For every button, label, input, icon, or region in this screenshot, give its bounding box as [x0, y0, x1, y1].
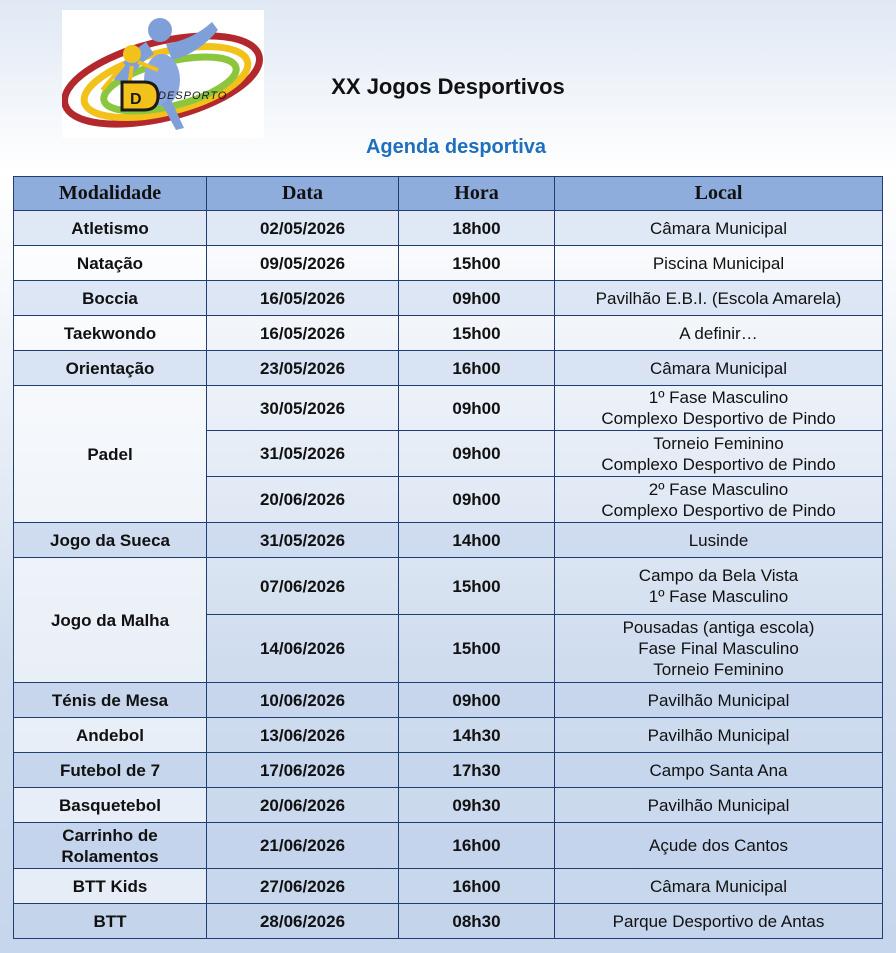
modalidade-cell: Natação — [14, 246, 207, 281]
table-row — [14, 683, 883, 718]
local-line: Pavilhão Municipal — [647, 690, 790, 710]
data-cell: 10/06/2026 — [207, 683, 399, 718]
local-cell — [555, 523, 883, 558]
local-cell — [555, 386, 883, 431]
local-line: Campo Santa Ana — [649, 760, 788, 780]
table-row — [14, 558, 883, 615]
local-cell — [555, 351, 883, 386]
table-row — [14, 281, 883, 316]
table-row — [14, 316, 883, 351]
table-header-row — [14, 177, 883, 211]
modalidade-cell: Ténis de Mesa — [14, 683, 207, 718]
table-row — [14, 523, 883, 558]
table-row — [14, 718, 883, 753]
local-cell — [555, 753, 883, 788]
data-cell: 21/06/2026 — [207, 823, 399, 869]
header-local: Local — [555, 177, 883, 211]
table-row — [14, 211, 883, 246]
local-cell — [555, 823, 883, 869]
data-cell: 23/05/2026 — [207, 351, 399, 386]
modalidade-cell: Futebol de 7 — [14, 753, 207, 788]
local-cell — [555, 281, 883, 316]
table-row — [14, 386, 883, 431]
hora-cell: 09h00 — [399, 431, 555, 477]
local-cell — [555, 718, 883, 753]
svg-text:D: D — [130, 91, 142, 108]
data-cell: 07/06/2026 — [207, 558, 399, 615]
modalidade-cell: Jogo da Malha — [14, 558, 207, 683]
data-cell: 30/05/2026 — [207, 386, 399, 431]
local-line: 1º Fase Masculino — [648, 587, 789, 606]
logo-text: DESPORTO — [158, 90, 228, 102]
header-modalidade: Modalidade — [14, 177, 207, 211]
data-cell: 16/05/2026 — [207, 281, 399, 316]
local-line: Complexo Desportivo de Pindo — [601, 409, 836, 428]
hora-cell: 16h00 — [399, 351, 555, 386]
local-cell — [555, 246, 883, 281]
modalidade-cell: Padel — [14, 386, 207, 523]
hora-cell: 17h30 — [399, 753, 555, 788]
local-line: Torneio Feminino — [653, 660, 784, 679]
local-line: A definir… — [679, 323, 758, 343]
desporto-logo — [62, 10, 264, 138]
table-row — [14, 788, 883, 823]
modalidade-cell: Atletismo — [14, 211, 207, 246]
data-cell: 16/05/2026 — [207, 316, 399, 351]
local-cell — [555, 869, 883, 904]
data-cell: 28/06/2026 — [207, 904, 399, 939]
local-line: Piscina Municipal — [652, 253, 785, 273]
data-cell: 14/06/2026 — [207, 615, 399, 683]
hora-cell: 15h00 — [399, 316, 555, 351]
header-hora: Hora — [399, 177, 555, 211]
modalidade-cell: Carrinho de Rolamentos — [14, 823, 207, 869]
local-line: Lusinde — [688, 530, 749, 550]
modalidade-cell: Orientação — [14, 351, 207, 386]
hora-cell: 09h00 — [399, 477, 555, 523]
local-cell — [555, 683, 883, 718]
hora-cell: 14h30 — [399, 718, 555, 753]
local-line: Complexo Desportivo de Pindo — [601, 500, 836, 520]
local-line: Câmara Municipal — [650, 358, 787, 378]
table-row — [14, 351, 883, 386]
data-cell: 09/05/2026 — [207, 246, 399, 281]
data-cell: 13/06/2026 — [207, 718, 399, 753]
local-line: Pavilhão Municipal — [647, 795, 790, 815]
data-cell: 02/05/2026 — [207, 211, 399, 246]
page-subtitle: Agenda desportiva — [365, 136, 547, 158]
table-row — [14, 869, 883, 904]
local-line: Câmara Municipal — [650, 876, 787, 896]
local-line: Complexo Desportivo de Pindo — [601, 454, 836, 474]
local-line: Açude dos Cantos — [649, 836, 788, 855]
hora-cell: 15h00 — [399, 246, 555, 281]
table-row — [14, 823, 883, 869]
hora-cell: 09h00 — [399, 386, 555, 431]
local-cell — [555, 558, 883, 615]
modalidade-cell: Basquetebol — [14, 788, 207, 823]
data-cell: 31/05/2026 — [207, 523, 399, 558]
header-data: Data — [207, 177, 399, 211]
local-cell — [555, 316, 883, 351]
local-cell — [555, 788, 883, 823]
modalidade-cell: Andebol — [14, 718, 207, 753]
data-cell: 20/06/2026 — [207, 788, 399, 823]
table-row — [14, 246, 883, 281]
table-row — [14, 753, 883, 788]
hora-cell: 18h00 — [399, 211, 555, 246]
local-line: Parque Desportivo de Antas — [612, 911, 825, 931]
modalidade-cell: BTT — [14, 904, 207, 939]
local-line: Pousadas (antiga escola) — [622, 618, 815, 637]
data-cell: 31/05/2026 — [207, 431, 399, 477]
hora-cell: 16h00 — [399, 869, 555, 904]
hora-cell: 09h00 — [399, 683, 555, 718]
local-line: Pavilhão E.B.I. (Escola Amarela) — [595, 288, 842, 308]
modalidade-cell: Boccia — [14, 281, 207, 316]
local-cell — [555, 477, 883, 523]
hora-cell: 08h30 — [399, 904, 555, 939]
hora-cell: 09h30 — [399, 788, 555, 823]
local-line: 1º Fase Masculino — [648, 388, 789, 407]
local-cell — [555, 615, 883, 683]
hora-cell: 15h00 — [399, 615, 555, 683]
local-cell — [555, 904, 883, 939]
modalidade-cell: Taekwondo — [14, 316, 207, 351]
local-line: Campo da Bela Vista — [638, 566, 799, 585]
data-cell: 27/06/2026 — [207, 869, 399, 904]
hora-cell: 09h00 — [399, 281, 555, 316]
local-line: Torneio Feminino — [653, 433, 784, 453]
hora-cell: 14h00 — [399, 523, 555, 558]
modalidade-cell: BTT Kids — [14, 869, 207, 904]
table-row — [14, 904, 883, 939]
page-title: XX Jogos Desportivos — [331, 74, 565, 99]
local-cell — [555, 431, 883, 477]
local-line: 2º Fase Masculino — [648, 479, 789, 499]
agenda-table — [13, 176, 883, 939]
modalidade-cell: Jogo da Sueca — [14, 523, 207, 558]
local-cell — [555, 211, 883, 246]
data-cell: 20/06/2026 — [207, 477, 399, 523]
local-line: Pavilhão Municipal — [647, 725, 790, 745]
local-line: Fase Final Masculino — [638, 639, 799, 658]
hora-cell: 15h00 — [399, 558, 555, 615]
hora-cell: 16h00 — [399, 823, 555, 869]
local-line: Câmara Municipal — [650, 218, 787, 238]
data-cell: 17/06/2026 — [207, 753, 399, 788]
